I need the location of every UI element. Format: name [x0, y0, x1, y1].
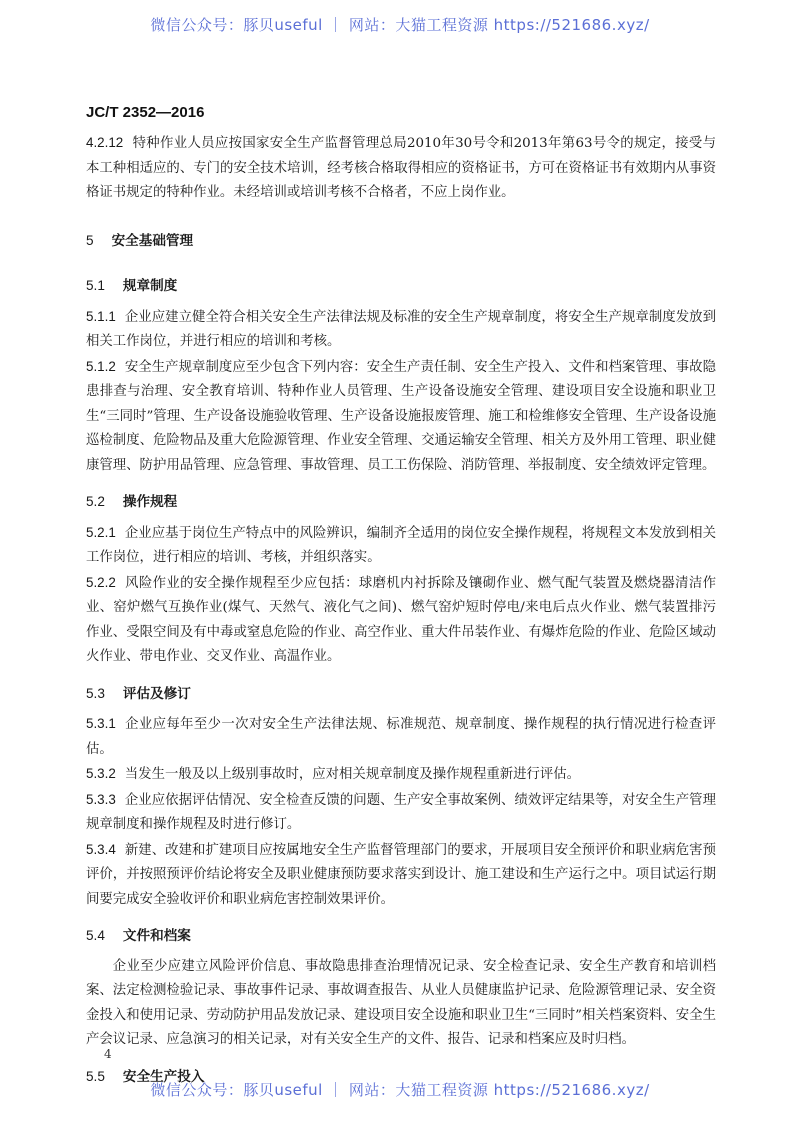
section-number: 5	[86, 232, 94, 248]
clause-text: 当发生一般及以上级别事故时，应对相关规章制度及操作规程重新进行评估。	[124, 767, 581, 782]
section-title: 安全生产投入	[122, 1068, 205, 1085]
section-title: 规章制度	[122, 278, 178, 294]
clause-5-3-3	[86, 788, 716, 838]
clause-number: 5.2.2	[86, 574, 116, 590]
clause-5-1-1	[86, 305, 716, 355]
clause-4-2-12	[86, 131, 716, 206]
clause-text: 企业应基于岗位生产特点中的风险辨识，编制齐全适用的岗位安全操作规程，将规程文本发放到相关工作岗位，进行相应的培训、考核，并组织落实。	[86, 525, 716, 565]
clause-number: 5.1.1	[86, 308, 116, 324]
section-number: 5.5	[86, 1068, 105, 1084]
section-title: 操作规程	[122, 494, 178, 510]
clause-5-3-4	[86, 838, 716, 913]
clause-text: 企业应建立健全符合相关安全生产法律法规及标准的安全生产规章制度，将安全生产规章制度发放到相关工作岗位，并进行相应的培训和考核。	[86, 309, 716, 349]
section-heading-5-4	[86, 924, 716, 949]
clause-number: 5.3.2	[86, 766, 116, 781]
section-heading-5-2	[86, 490, 716, 515]
section-number: 5.4	[86, 928, 105, 943]
clause-5-3-1	[86, 712, 716, 762]
watermark-bottom: 微信公众号：豚贝useful ｜ 网站：大猫工程资源 https://521686.xyz/	[150, 1081, 650, 1099]
section-title: 安全基础管理	[111, 232, 194, 249]
clause-text: 企业应每年至少一次对安全生产法律法规、标准规范、规章制度、操作规程的执行情况进行检查评估。	[86, 717, 716, 757]
section-title: 评估及修订	[122, 685, 191, 702]
clause-text: 新建、改建和扩建项目应按属地安全生产监督管理部门的要求，开展项目安全预评价和职业病危害预评价，并按照预评价结论将安全及职业健康预防要求落实到设计、施工建设和生产运行之中。项目试运行期间要完成安全验收评价和职业病危害控制效果评价。	[86, 842, 716, 907]
clause-number: 5.3.1	[86, 716, 116, 731]
clause-5-3-2	[86, 762, 716, 788]
section-heading-5-1	[86, 274, 716, 299]
standard-code: JC/T 2352—2016	[86, 104, 205, 121]
clause-text: 风险作业的安全操作规程至少应包括：球磨机内衬拆除及镶砌作业、燃气配气装置及燃烧器清洁作业、窑炉燃气互换作业(煤气、天然气、液化气之间)、燃气窑炉短时停电/来电后点火作业、燃气装置排污作业、受限空间及有中毒或窒息危险的作业、高空作业、重大件吊装作业、有爆炸危险的作业、危险区域动火作业、带电作业、交叉作业、高温作业。	[86, 575, 716, 664]
section-number: 5.2	[86, 494, 105, 509]
clause-5-2-2	[86, 571, 716, 670]
watermark-top: 微信公众号：豚贝useful ｜ 网站：大猫工程资源 https://521686.xyz/	[150, 16, 650, 34]
clause-number: 5.3.4	[86, 841, 116, 857]
section-heading-5-3	[86, 682, 716, 707]
page-number: 4	[104, 1047, 112, 1061]
clause-text: 安全生产规章制度应至少包含下列内容：安全生产责任制、安全生产投入、文件和档案管理、事故隐患排查与治理、安全教育培训、特种作业人员管理、生产设备设施安全管理、建设项目安全设施和职业卫生“三同时”管理、生产设备设施验收管理、生产设备设施报废管理、施工和检维修安全管理、生产设备设施巡检制度、危险物品及重大危险源管理、作业安全管理、交通运输安全管理、相关方及外用工管理、职业健康管理、防护用品管理、应急管理、事故管理、员工工伤保险、消防管理、举报制度、安全绩效评定管理。	[86, 359, 716, 473]
section-title: 文件和档案	[122, 928, 191, 944]
section-number: 5.1	[86, 278, 105, 293]
clause-number: 4.2.12	[86, 135, 124, 150]
clause-number: 5.2.1	[86, 524, 116, 540]
section-heading-5	[86, 229, 716, 254]
clause-5-1-2	[86, 355, 716, 479]
clause-text: 企业应依据评估情况、安全检查反馈的问题、生产安全事故案例、绩效评定结果等，对安全生产管理规章制度和操作规程及时进行修订。	[86, 792, 716, 832]
paragraph-5-4: 企业至少应建立风险评价信息、事故隐患排查治理情况记录、安全检查记录、安全生产教育和培训档案、法定检测检验记录、事故事件记录、事故调查报告、从业人员健康监护记录、危险源管理记录、安全资金投入和使用记录、劳动防护用品发放记录、建设项目安全设施和职业卫生“三同时”相关档案资料、安全生产会议记录、应急演习的相关记录，对有关安全生产的文件、报告、记录和档案应及时归档。	[86, 958, 716, 1047]
section-number: 5.3	[86, 685, 105, 701]
clause-text: 特种作业人员应按国家安全生产监督管理总局2010年30号令和2013年第63号令的规定，接受与本工种相适应的、专门的安全技术培训，经考核合格取得相应的资格证书，方可在资格证书有效期内从事资格证书规定的特种作业。未经培训或培训考核不合格者，不应上岗作业。	[86, 136, 716, 200]
clause-number: 5.1.2	[86, 358, 116, 374]
clause-number: 5.3.3	[86, 791, 116, 807]
document-body	[86, 131, 716, 1095]
clause-5-2-1	[86, 521, 716, 571]
